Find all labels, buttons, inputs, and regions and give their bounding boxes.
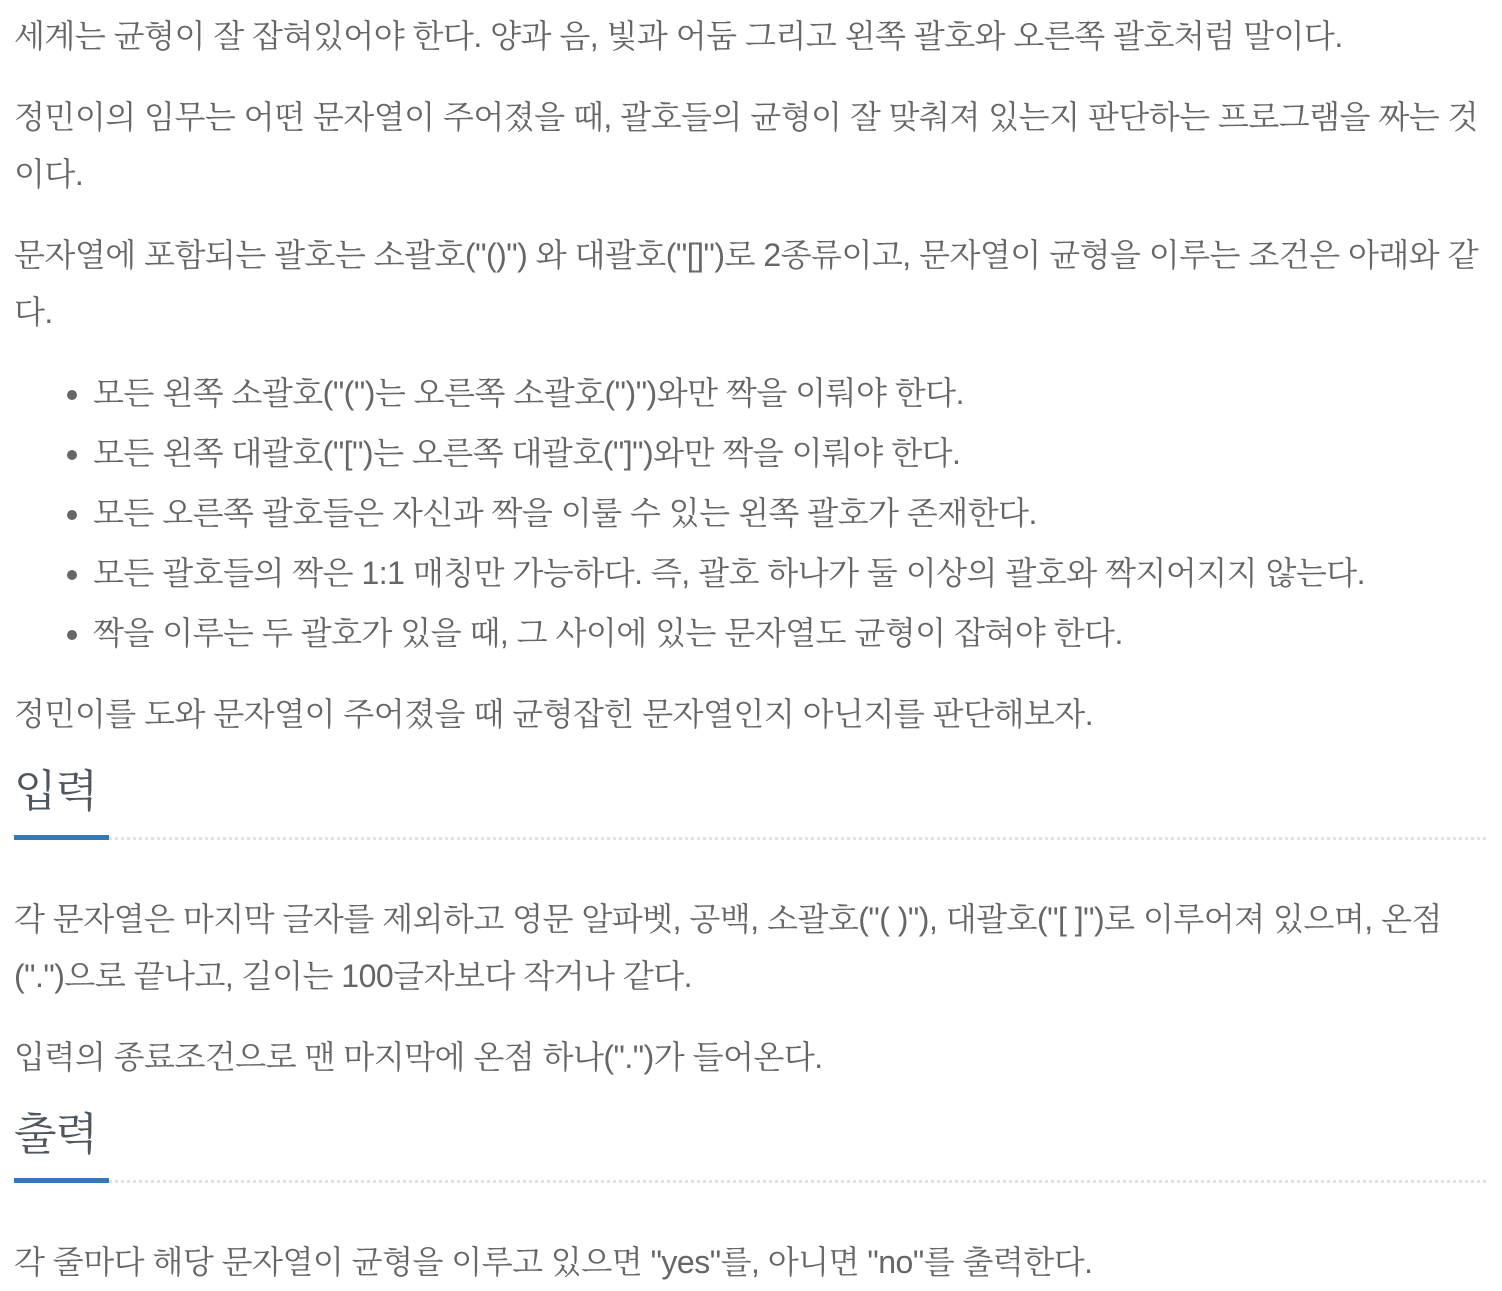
output-section-header	[14, 1110, 1486, 1183]
condition-item: • 모든 괄호들의 짝은 1:1 매칭만 가능하다. 즉, 괄호 하나가 둘 이상의 괄호와 짝지어지지 않는다.	[93, 545, 1486, 602]
intro-paragraph-1: 세계는 균형이 잘 잡혀있어야 한다. 양과 음, 빛과 어둠 그리고 왼쪽 괄호와 오른쪽 괄호처럼 말이다.	[14, 18, 1343, 54]
condition-item: • 모든 왼쪽 소괄호("(")는 오른쪽 소괄호(")")와만 짝을 이뤄야 한다.	[93, 365, 1486, 422]
input-paragraph-2: 입력의 종료조건으로 맨 마지막에 온점 하나(".")가 들어온다.	[14, 1039, 823, 1075]
closing-paragraph: 정민이를 도와 문자열이 주어졌을 때 균형잡힌 문자열인지 아닌지를 판단해보자.	[14, 696, 1094, 732]
intro-paragraph-3: 문자열에 포함되는 괄호는 소괄호("()") 와 대괄호("[]")로 2종류이고, 문자열이 균형을 이루는 조건은 아래와 같다.	[14, 237, 1479, 330]
input-section-header	[14, 767, 1486, 840]
output-paragraph-1: 각 줄마다 해당 문자열이 균형을 이루고 있으면 "yes"를, 아니면 "no"를 출력한다.	[14, 1244, 1093, 1280]
condition-item: • 모든 왼쪽 대괄호("[")는 오른쪽 대괄호("]")와만 짝을 이뤄야 한다.	[93, 425, 1486, 482]
input-paragraph-1: 각 문자열은 마지막 글자를 제외하고 영문 알파벳, 공백, 소괄호("( )"), 대괄호("[ ]")로 이루어져 있으며, 온점(".")으로 끝나고, 길이는 100글자보다 작거나 같다.	[14, 901, 1442, 994]
input-section	[14, 891, 1486, 1086]
intro-paragraph-2: 정민이의 임무는 어떤 문자열이 주어졌을 때, 괄호들의 균형이 잘 맞춰져 있는지 판단하는 프로그램을 짜는 것이다.	[14, 99, 1478, 192]
output-section	[14, 1234, 1486, 1291]
condition-item: • 모든 오른쪽 괄호들은 자신과 짝을 이룰 수 있는 왼쪽 괄호가 존재한다.	[93, 485, 1486, 542]
condition-item: • 짝을 이루는 두 괄호가 있을 때, 그 사이에 있는 문자열도 균형이 잡혀야 한다.	[93, 605, 1486, 662]
output-section-title: 출력	[14, 1111, 109, 1183]
balance-conditions-list	[14, 365, 1486, 662]
input-section-title: 입력	[14, 768, 109, 840]
description-section	[14, 8, 1486, 743]
